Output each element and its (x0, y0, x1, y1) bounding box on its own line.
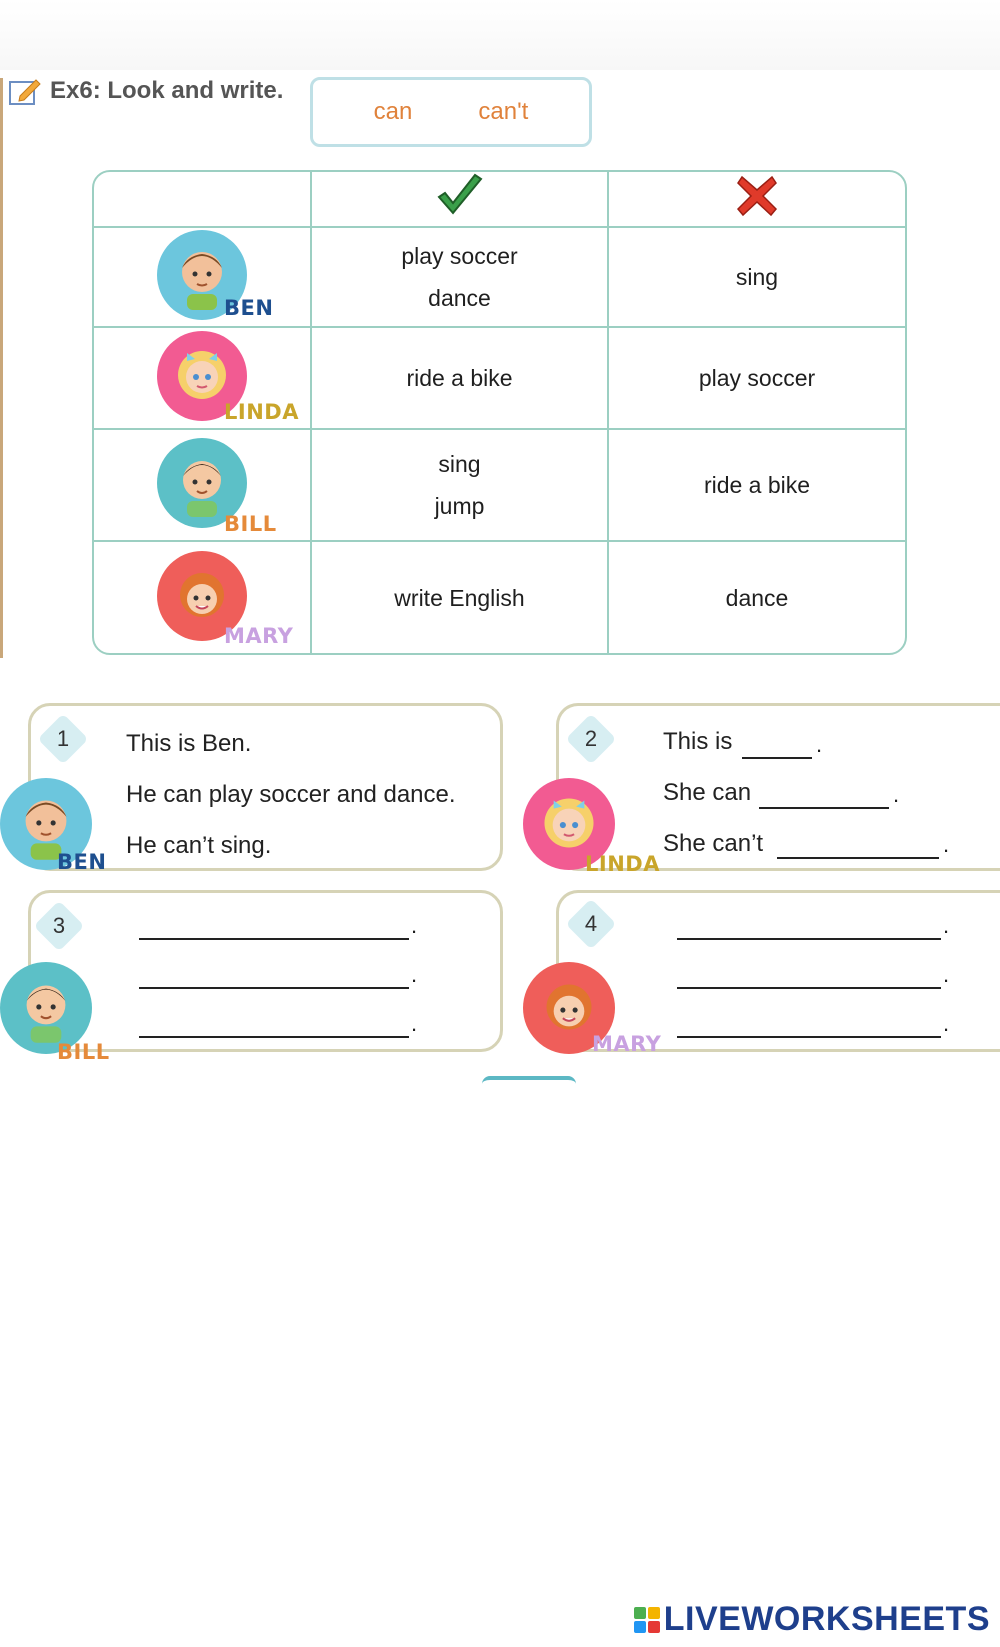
card-2-name-label: LINDA (585, 852, 660, 876)
mary-name-label: MARY (224, 624, 294, 648)
bill-can-item: sing (438, 451, 481, 477)
check-icon (435, 173, 485, 219)
mary-can-cell (311, 541, 608, 653)
answer-blank[interactable] (759, 806, 889, 809)
top-strip (0, 0, 1000, 70)
abilities-table (92, 170, 907, 655)
avatar-cell-linda (94, 327, 311, 429)
avatar-cell-bill (94, 429, 311, 541)
answer-blank[interactable] (677, 986, 941, 989)
answer-blank[interactable] (139, 937, 409, 940)
table-row (94, 541, 905, 653)
card-1 (28, 703, 503, 871)
card-2-line-2: She can (663, 779, 752, 806)
exercise-title (8, 76, 283, 106)
table-row (94, 429, 905, 541)
linda-can-item: ride a bike (406, 365, 513, 391)
card-1-line-2: He can play soccer and dance. (126, 781, 456, 808)
period-mark: . (411, 1011, 418, 1036)
card-1-line-1: This is Ben. (126, 730, 252, 757)
avatar-cell-mary (94, 541, 311, 653)
page-edge (0, 78, 3, 658)
header-empty-cell (94, 172, 311, 227)
linda-cant-item: play soccer (698, 365, 816, 391)
card-number: 2 (584, 726, 598, 751)
linda-name-label: LINDA (224, 400, 299, 424)
period-mark: . (943, 832, 950, 857)
mary-cant-item: dance (725, 584, 789, 611)
mary-cant-cell (608, 541, 905, 653)
liveworksheets-logo (634, 1600, 990, 1639)
bill-name-label: BILL (224, 512, 277, 536)
table-row (94, 227, 905, 327)
bill-can-item: jump (434, 493, 485, 519)
mary-can-item: write English (394, 584, 525, 611)
card-2-line-1: This is (663, 728, 733, 755)
period-mark: . (816, 732, 823, 757)
card-3 (28, 890, 503, 1052)
period-mark: . (411, 913, 418, 938)
bill-cant-item: ride a bike (703, 472, 811, 498)
ben-cant-cell (608, 227, 905, 327)
bill-cant-cell (608, 429, 905, 541)
ben-name-label: BEN (224, 296, 274, 320)
period-mark: . (943, 962, 950, 987)
card-2-line-3: She can’t (663, 830, 764, 857)
answer-blank[interactable] (139, 1035, 409, 1038)
word-bank (310, 77, 592, 147)
card-1-line-3: He can’t sing. (126, 832, 272, 859)
linda-can-cell (311, 327, 608, 429)
bill-can-cell (311, 429, 608, 541)
table-row (94, 327, 905, 429)
period-mark: . (411, 962, 418, 987)
pencil-icon (8, 76, 42, 106)
avatar-cell-ben (94, 227, 311, 327)
header-can-cell (311, 172, 608, 227)
cross-icon (736, 175, 778, 217)
ben-can-cell (311, 227, 608, 327)
next-section-tab (482, 1076, 576, 1090)
ben-can-item: dance (428, 285, 491, 311)
card-2 (556, 703, 1000, 871)
period-mark: . (893, 782, 900, 807)
brand-grid-icon (634, 1607, 660, 1633)
card-1-name-label: BEN (57, 850, 107, 874)
card-4 (556, 890, 1000, 1052)
card-number: 1 (56, 726, 70, 751)
card-number: 3 (52, 913, 66, 938)
brand-name: LIVEWORKSHEETS (663, 1600, 990, 1638)
answer-blank[interactable] (677, 1035, 941, 1038)
card-number: 4 (584, 911, 598, 936)
period-mark: . (943, 913, 950, 938)
answer-blank[interactable] (777, 856, 939, 859)
period-mark: . (943, 1011, 950, 1036)
word-can: can (373, 98, 413, 125)
answer-blank[interactable] (742, 756, 812, 759)
word-cant: can't (478, 98, 529, 125)
ben-cant-item: sing (735, 264, 779, 290)
ben-can-item: play soccer (401, 243, 518, 269)
exercise-title-text: Ex6: Look and write. (50, 77, 284, 104)
header-cant-cell (608, 172, 905, 227)
answer-blank[interactable] (139, 986, 409, 989)
card-3-name-label: BILL (57, 1040, 110, 1064)
card-4-name-label: MARY (592, 1032, 662, 1056)
answer-blank[interactable] (677, 937, 941, 940)
linda-cant-cell (608, 327, 905, 429)
table-header-row (94, 172, 905, 227)
